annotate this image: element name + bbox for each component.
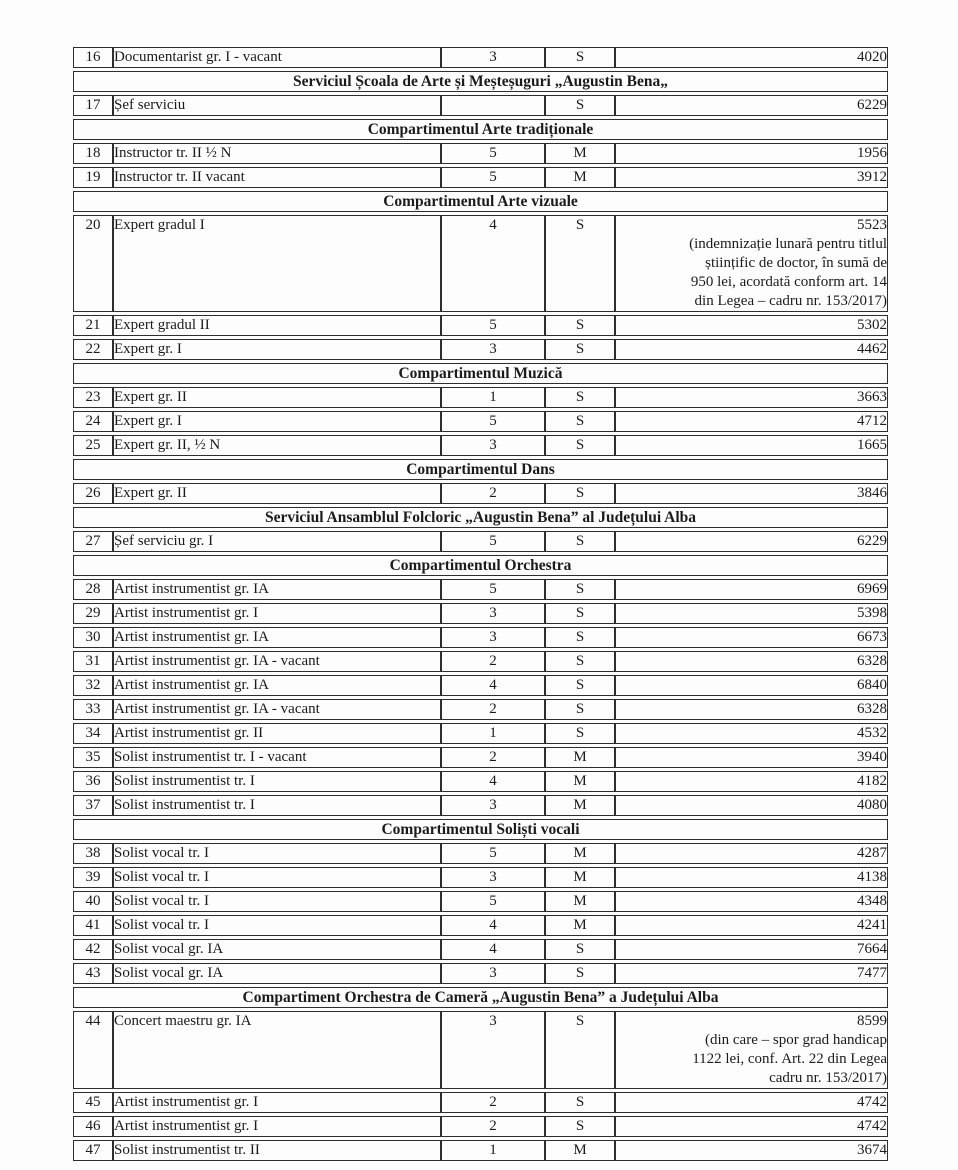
table-row [73,95,888,116]
education-level-cell: S [545,699,615,720]
table-row [73,167,888,188]
gradation-cell: 3 [441,1011,545,1089]
education-level-cell: S [545,723,615,744]
row-number-cell: 36 [73,771,113,792]
salary-value: 4742 [857,1094,887,1110]
gradation-cell: 3 [441,47,545,68]
position-title-cell: Artist instrumentist gr. I [113,1116,441,1137]
staffing-table-body [73,47,888,1161]
education-level-cell: S [545,963,615,984]
education-level-cell: M [545,771,615,792]
salary-cell [615,867,888,888]
gradation-cell: 3 [441,627,545,648]
education-level-cell: S [545,1092,615,1113]
salary-cell [615,47,888,68]
salary-value: 6328 [857,701,887,717]
section-label: Compartiment Orchestra de Cameră „Augustin Bena” a Județului Alba [73,987,888,1008]
position-title-cell: Solist instrumentist tr. I [113,771,441,792]
salary-value: 3846 [857,485,887,501]
row-number-cell: 33 [73,699,113,720]
position-title-cell: Documentarist gr. I - vacant [113,47,441,68]
row-number-cell: 41 [73,915,113,936]
education-level-cell: S [545,1011,615,1089]
education-level-cell: M [545,795,615,816]
position-title-cell: Expert gradul II [113,315,441,336]
position-title-cell: Expert gr. I [113,411,441,432]
gradation-cell: 1 [441,387,545,408]
salary-note-line: 950 lei, acordată conform art. 14 [690,274,887,290]
position-title-cell: Solist instrumentist tr. I [113,795,441,816]
education-level-cell: S [545,939,615,960]
gradation-cell: 2 [441,651,545,672]
position-title-cell: Artist instrumentist gr. IA - vacant [113,651,441,672]
salary-cell [615,915,888,936]
salary-value: 4080 [857,797,887,813]
section-label: Compartimentul Muzică [73,363,888,384]
salary-value: 4138 [857,869,887,885]
salary-cell [615,675,888,696]
position-title-cell: Expert gr. II [113,387,441,408]
table-row [73,963,888,984]
salary-cell [615,627,888,648]
salary-cell [615,143,888,164]
salary-cell [615,723,888,744]
salary-cell [615,843,888,864]
section-label: Serviciul Ansamblul Folcloric „Augustin Bena” al Județului Alba [73,507,888,528]
salary-value: 4712 [857,413,887,429]
gradation-cell: 3 [441,795,545,816]
gradation-cell: 5 [441,531,545,552]
row-number-cell: 18 [73,143,113,164]
gradation-cell: 5 [441,891,545,912]
row-number-cell: 47 [73,1140,113,1161]
section-header-row [73,71,888,92]
position-title-cell: Solist vocal tr. I [113,891,441,912]
salary-value: 3940 [857,749,887,765]
row-number-cell: 16 [73,47,113,68]
table-row [73,47,888,68]
row-number-cell: 19 [73,167,113,188]
section-header-row [73,119,888,140]
row-number-cell: 31 [73,651,113,672]
gradation-cell: 4 [441,939,545,960]
salary-value: 6673 [857,629,887,645]
gradation-cell: 5 [441,315,545,336]
row-number-cell: 44 [73,1011,113,1089]
gradation-cell: 5 [441,579,545,600]
position-title-cell: Solist vocal tr. I [113,867,441,888]
salary-cell [615,387,888,408]
position-title-cell: Solist instrumentist tr. I - vacant [113,747,441,768]
education-level-cell: S [545,435,615,456]
table-row [73,339,888,360]
education-level-cell: S [545,315,615,336]
row-number-cell: 28 [73,579,113,600]
education-level-cell: S [545,675,615,696]
salary-cell [615,411,888,432]
row-number-cell: 35 [73,747,113,768]
table-row [73,603,888,624]
table-row [73,651,888,672]
row-number-cell: 23 [73,387,113,408]
salary-value: 6229 [857,97,887,113]
salary-note-line: cadru nr. 153/2017) [769,1070,887,1086]
row-number-cell: 24 [73,411,113,432]
row-number-cell: 40 [73,891,113,912]
table-row [73,483,888,504]
salary-value: 4241 [857,917,887,933]
salary-cell [615,167,888,188]
salary-value: 4182 [857,773,887,789]
section-label: Compartimentul Arte vizuale [73,191,888,212]
salary-value: 6328 [857,653,887,669]
salary-value: 5398 [857,605,887,621]
position-title-cell: Expert gr. II, ½ N [113,435,441,456]
position-title-cell: Artist instrumentist gr. IA [113,627,441,648]
gradation-cell: 2 [441,747,545,768]
table-row [73,435,888,456]
salary-value: 6229 [857,533,887,549]
salary-cell [615,795,888,816]
salary-cell [615,1092,888,1113]
table-row [73,915,888,936]
table-row [73,795,888,816]
education-level-cell: M [545,891,615,912]
education-level-cell: M [545,747,615,768]
salary-value: 3674 [857,1142,887,1158]
row-number-cell: 27 [73,531,113,552]
salary-value: 4742 [857,1118,887,1134]
position-title-cell: Solist vocal tr. I [113,843,441,864]
gradation-cell: 4 [441,675,545,696]
education-level-cell: S [545,603,615,624]
table-row [73,143,888,164]
table-row [73,627,888,648]
gradation-cell: 5 [441,143,545,164]
row-number-cell: 42 [73,939,113,960]
section-label: Compartimentul Orchestra [73,555,888,576]
section-header-row [73,555,888,576]
salary-cell [615,579,888,600]
education-level-cell: M [545,843,615,864]
education-level-cell: S [545,579,615,600]
education-level-cell: S [545,651,615,672]
row-number-cell: 37 [73,795,113,816]
position-title-cell: Instructor tr. II ½ N [113,143,441,164]
salary-value: 6969 [857,581,887,597]
salary-value: 4020 [857,49,887,65]
table-row [73,723,888,744]
table-row [73,1092,888,1113]
table-row [73,579,888,600]
salary-value: 8599 [857,1013,887,1029]
position-title-cell: Concert maestru gr. IA [113,1011,441,1089]
table-row [73,939,888,960]
gradation-cell: 2 [441,483,545,504]
table-row [73,411,888,432]
salary-note-line: (indemnizație lunară pentru titlul [689,236,887,252]
education-level-cell: S [545,411,615,432]
position-title-cell: Artist instrumentist gr. IA [113,579,441,600]
section-header-row [73,507,888,528]
position-title-cell: Artist instrumentist gr. IA - vacant [113,699,441,720]
position-title-cell: Artist instrumentist gr. I [113,603,441,624]
position-title-cell: Șef serviciu [113,95,441,116]
salary-value: 7664 [857,941,887,957]
salary-cell [615,1116,888,1137]
gradation-cell: 1 [441,723,545,744]
salary-value: 3912 [857,169,887,185]
salary-cell [615,603,888,624]
salary-note-line: 1122 lei, conf. Art. 22 din Legea [692,1051,887,1067]
table-row [73,215,888,312]
row-number-cell: 30 [73,627,113,648]
staffing-table [73,44,888,1164]
salary-cell [615,1011,888,1089]
position-title-cell: Solist instrumentist tr. II [113,1140,441,1161]
position-title-cell: Șef serviciu gr. I [113,531,441,552]
education-level-cell: M [545,167,615,188]
row-number-cell: 21 [73,315,113,336]
gradation-cell: 4 [441,215,545,312]
gradation-cell: 3 [441,867,545,888]
education-level-cell: S [545,387,615,408]
education-level-cell: S [545,627,615,648]
education-level-cell: S [545,47,615,68]
row-number-cell: 29 [73,603,113,624]
education-level-cell: S [545,95,615,116]
position-title-cell: Solist vocal tr. I [113,915,441,936]
gradation-cell: 5 [441,411,545,432]
section-header-row [73,987,888,1008]
gradation-cell: 5 [441,167,545,188]
gradation-cell: 3 [441,435,545,456]
row-number-cell: 43 [73,963,113,984]
salary-cell [615,315,888,336]
education-level-cell: M [545,1140,615,1161]
salary-cell [615,963,888,984]
gradation-cell: 2 [441,1092,545,1113]
gradation-cell: 3 [441,603,545,624]
salary-value: 4462 [857,341,887,357]
row-number-cell: 46 [73,1116,113,1137]
row-number-cell: 22 [73,339,113,360]
salary-cell [615,215,888,312]
gradation-cell: 2 [441,699,545,720]
salary-note-line: științific de doctor, în sumă de [705,255,887,271]
gradation-cell: 1 [441,1140,545,1161]
salary-value: 1956 [857,145,887,161]
row-number-cell: 32 [73,675,113,696]
salary-cell [615,771,888,792]
education-level-cell: S [545,483,615,504]
section-header-row [73,363,888,384]
education-level-cell: S [545,1116,615,1137]
row-number-cell: 17 [73,95,113,116]
row-number-cell: 20 [73,215,113,312]
table-row [73,867,888,888]
position-title-cell: Solist vocal gr. IA [113,963,441,984]
education-level-cell: M [545,915,615,936]
position-title-cell: Expert gr. I [113,339,441,360]
gradation-cell: 2 [441,1116,545,1137]
position-title-cell: Expert gr. II [113,483,441,504]
education-level-cell: M [545,143,615,164]
table-row [73,747,888,768]
position-title-cell: Instructor tr. II vacant [113,167,441,188]
salary-cell [615,483,888,504]
position-title-cell: Artist instrumentist gr. IA [113,675,441,696]
gradation-cell: 4 [441,771,545,792]
section-header-row [73,191,888,212]
salary-note-line: din Legea – cadru nr. 153/2017) [694,293,887,309]
table-row [73,1116,888,1137]
table-row [73,891,888,912]
salary-cell [615,95,888,116]
gradation-cell: 3 [441,963,545,984]
row-number-cell: 25 [73,435,113,456]
table-row [73,843,888,864]
salary-value: 6840 [857,677,887,693]
row-number-cell: 39 [73,867,113,888]
salary-value: 5302 [857,317,887,333]
section-header-row [73,819,888,840]
education-level-cell: S [545,339,615,360]
education-level-cell: S [545,531,615,552]
table-row [73,1140,888,1161]
salary-cell [615,651,888,672]
table-row [73,387,888,408]
gradation-cell: 5 [441,843,545,864]
salary-note-line: (din care – spor grad handicap [704,1032,887,1048]
gradation-cell [441,95,545,116]
table-row [73,531,888,552]
salary-cell [615,699,888,720]
row-number-cell: 38 [73,843,113,864]
gradation-cell: 4 [441,915,545,936]
position-title-cell: Artist instrumentist gr. II [113,723,441,744]
education-level-cell: S [545,215,615,312]
salary-cell [615,339,888,360]
position-title-cell: Artist instrumentist gr. I [113,1092,441,1113]
table-row [73,771,888,792]
section-header-row [73,459,888,480]
salary-cell [615,1140,888,1161]
salary-cell [615,891,888,912]
education-level-cell: M [545,867,615,888]
salary-cell [615,531,888,552]
table-row [73,315,888,336]
position-title-cell: Solist vocal gr. IA [113,939,441,960]
section-label: Compartimentul Soliști vocali [73,819,888,840]
gradation-cell: 3 [441,339,545,360]
row-number-cell: 34 [73,723,113,744]
position-title-cell: Expert gradul I [113,215,441,312]
table-row [73,675,888,696]
salary-value: 1665 [857,437,887,453]
salary-value: 7477 [857,965,887,981]
section-label: Compartimentul Dans [73,459,888,480]
salary-value: 5523 [857,217,887,233]
table-row [73,699,888,720]
salary-cell [615,747,888,768]
salary-value: 4348 [857,893,887,909]
table-row [73,1011,888,1089]
section-label: Compartimentul Arte tradiționale [73,119,888,140]
salary-value: 3663 [857,389,887,405]
row-number-cell: 26 [73,483,113,504]
salary-cell [615,435,888,456]
section-label: Serviciul Școala de Arte și Meșteșuguri „Augustin Bena„ [73,71,888,92]
salary-cell [615,939,888,960]
salary-value: 4287 [857,845,887,861]
row-number-cell: 45 [73,1092,113,1113]
salary-value: 4532 [857,725,887,741]
